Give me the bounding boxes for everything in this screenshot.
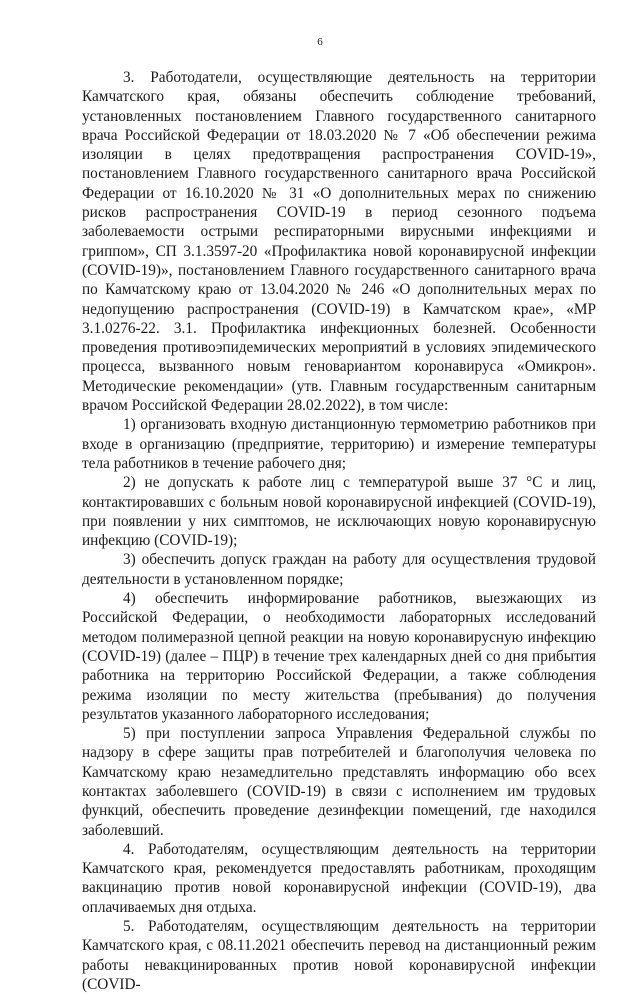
subitem-2: 2) не допускать к работе лиц с температурой выше 37 °С и лиц, контактировавших с больным новой коронавирусной инфекцией (COVID-19), при появлении у них симптомов, не исключающих новую коронавирусную инфекцию (COVID-19); [82,474,596,550]
subitem-5: 5) при поступлении запроса Управления Федеральной службы по надзору в сфере защиты прав потребителей и благополучия человека по Камчатскому краю незамедлительно представлять информацию обо всех контактах заболевшего (COVID-19) в связи с исполнением им трудовых функций, обеспечить проведение дезинфекции помещений, где находился заболевший. [82,725,596,839]
paragraph-item-4: 4. Работодателям, осуществляющим деятельность на территории Камчатского края, рекомендуется предоставлять работникам, проходящим вакцинацию против новой коронавирусной инфекции (COVID-19), два оплачиваемых дня отдыха. [82,840,596,916]
paragraph-item-3: 3. Работодатели, осуществляющие деятельность на территории Камчатского края, обязаны обеспечить соблюдение требований, установленных постановлением Главного государственного санитарного врача Российской Федерации от 18.03.2020 № 7 «Об обеспечении режима изоляции в целях предотвращения распространения COVID-19», постановлением Главного государственного санитарного врача Российской Федерации от 16.10.2020 № 31 «О дополнительных мерах по снижению рисков распространения COVID-19 в период сезонного подъема заболеваемости острыми респираторными вирусными инфекциями и гриппом», СП 3.1.3597-20 «Профилактика новой коронавирусной инфекции (COVID-19)», постановлением Главного государственного санитарного врача по Камчатскому краю от 13.04.2020 № 246 «О дополнительных мерах по недопущению распространения (COVID-19) в Камчатском крае», «МР 3.1.0276-22. 3.1. Профилактика инфекционных болезней. Особенности проведения противоэпидемических мероприятий в условиях эпидемического процесса, вызванного новым геновариантом коронавируса «Омикрон». Методические рекомендации» (утв. Главным государственным санитарным врачом Российской Федерации 28.02.2022), в том числе: [82,69,596,415]
subitem-1: 1) организовать входную дистанционную термометрию работников при входе в организацию (предприятие, территорию) и измерение температуры тела работников в течение рабочего дня; [82,416,596,472]
paragraph-item-5: 5. Работодателям, осуществляющим деятельность на территории Камчатского края, с 08.11.2021 обеспечить перевод на дистанционный режим работы невакцинированных против новой коронавирусной инфекции (COVID- [82,918,596,993]
document-body [82,68,596,994]
page-number: 6 [317,36,323,48]
subitem-4: 4) обеспечить информирование работников, выезжающих из Российской Федерации, о необходимости лабораторных исследований методом полимеразной цепной реакции на новую коронавирусную инфекцию (COVID-19) (далее – ПЦР) в течение трех календарных дней со дня прибытия работника на территорию Российской Федерации, а также соблюдения режима изоляции по месту жительства (пребывания) до получения результатов указанного лабораторного исследования; [82,590,596,723]
subitem-3: 3) обеспечить допуск граждан на работу для осуществления трудовой деятельности в установленном порядке; [82,551,596,588]
